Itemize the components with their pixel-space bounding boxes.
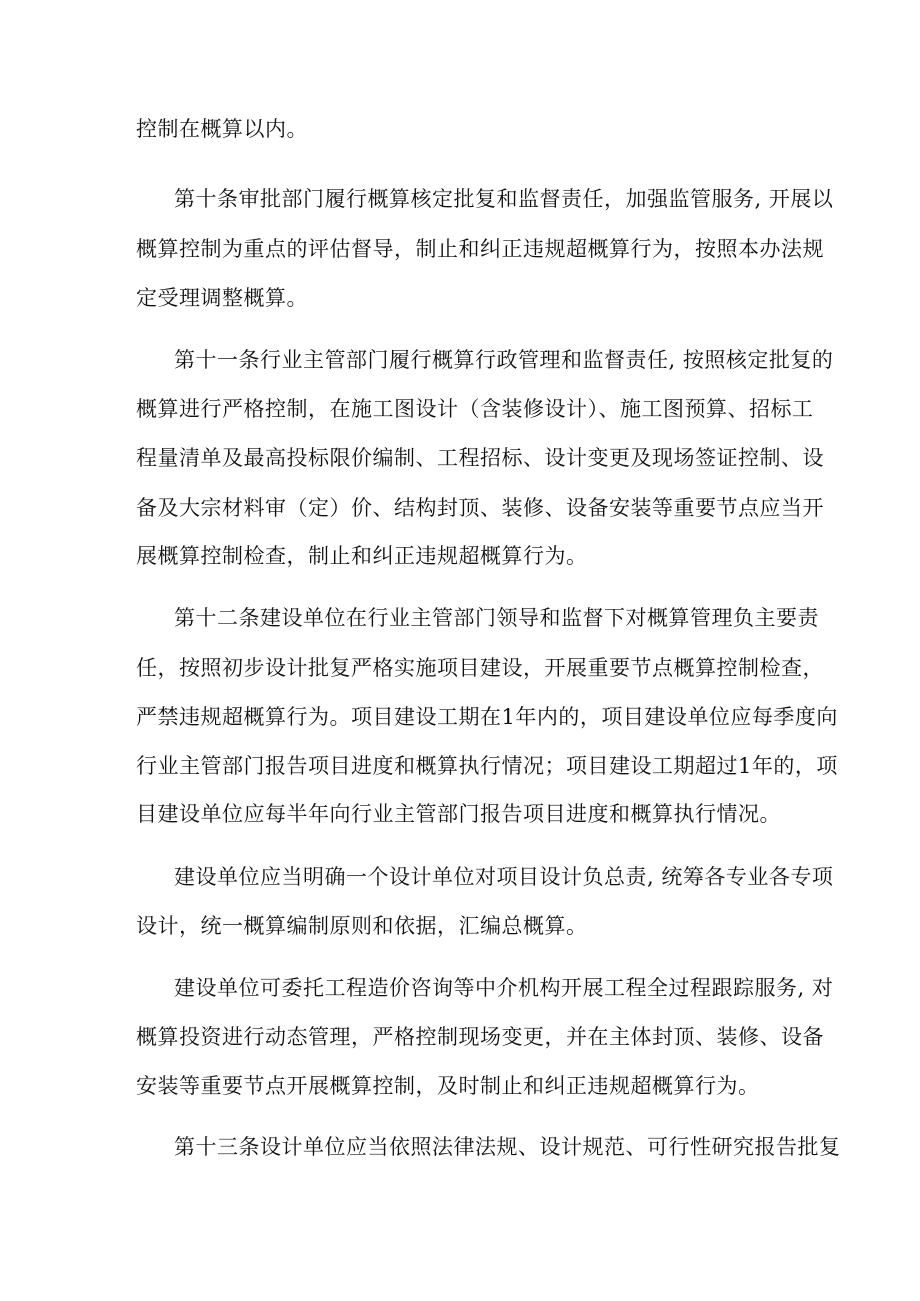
paragraph-line: 建设单位可委托工程造价咨询等中介机构开展工程全过程跟踪服务, 对 <box>174 976 834 1000</box>
paragraph-line: 第十条审批部门履行概算核定批复和监督责任，加强监管服务, 开展以 <box>174 187 834 211</box>
paragraph-line: 控制在概算以内。 <box>136 117 308 141</box>
paragraph-line: 概算进行严格控制，在施工图设计（含装修设计）、施工图预算、招标工 <box>136 397 814 421</box>
paragraph-line: 展概算控制检查，制止和纠正违规超概算行为。 <box>136 544 588 568</box>
paragraph-line: 设计，统一概算编制原则和依据，汇编总概算。 <box>136 914 588 938</box>
paragraph-line: 第十三条设计单位应当依照法律法规、设计规范、可行性研究报告批复 <box>174 1135 841 1159</box>
paragraph-line: 目建设单位应每半年向行业主管部门报告项目进度和概算执行情况。 <box>136 802 781 826</box>
paragraph-line: 定受理调整概算。 <box>136 286 308 310</box>
paragraph-line: 备及大宗材料审（定）价、结构封顶、装修、设备安装等重要节点应当开 <box>136 496 824 520</box>
paragraph-line: 安装等重要节点开展概算控制，及时制止和纠正违规超概算行为。 <box>136 1074 760 1098</box>
paragraph-line: 任，按照初步设计批复严格实施项目建设，开展重要节点概算控制检查， <box>136 656 824 680</box>
paragraph-line: 概算控制为重点的评估督导，制止和纠正违规超概算行为，按照本办法规 <box>136 237 824 261</box>
paragraph-line: 建设单位应当明确一个设计单位对项目设计负总责, 统筹各专业各专项 <box>174 865 834 889</box>
paragraph-line: 第十二条建设单位在行业主管部门领导和监督下对概算管理负主要责 <box>174 606 819 630</box>
paragraph-line: 程量清单及最高投标限价编制、工程招标、设计变更及现场签证控制、设 <box>136 446 824 470</box>
paragraph-line: 严禁违规超概算行为。项目建设工期在1年内的，项目建设单位应每季度向 <box>136 705 838 729</box>
paragraph-line: 第十一条行业主管部门履行概算行政管理和监督责任, 按照核定批复的 <box>174 348 834 372</box>
paragraph-line: 行业主管部门报告项目进度和概算执行情况；项目建设工期超过1年的，项 <box>136 754 838 778</box>
paragraph-line: 概算投资进行动态管理，严格控制现场变更，并在主体封顶、装修、设备 <box>136 1025 824 1049</box>
